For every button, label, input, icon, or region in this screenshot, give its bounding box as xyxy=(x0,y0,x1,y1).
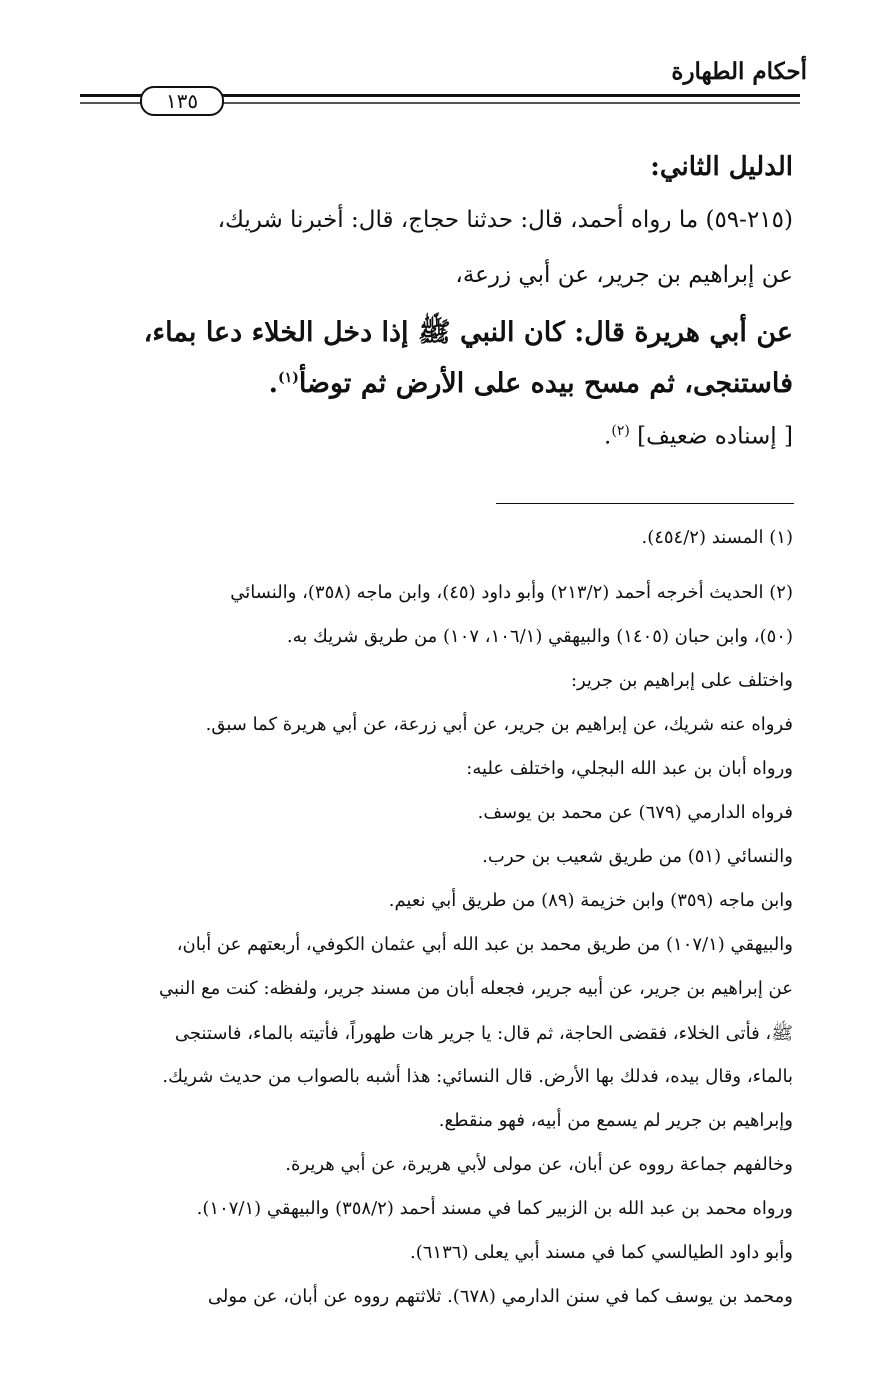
footnote-line: واختلف على إبراهيم بن جرير: xyxy=(570,670,793,691)
grading: [ إسناده ضعيف] xyxy=(637,423,793,450)
footnote-line: ﷺ، فأتى الخلاء، فقضى الحاجة، ثم قال: يا جرير هات طهوراً، فأتيته بالماء، فاستنجى xyxy=(174,1023,793,1044)
footnote-line: والبيهقي (١٠٧/١) من طريق محمد بن عبد الله أبي عثمان الكوفي، أربعتهم عن أبان، xyxy=(176,934,793,955)
footnote-line: ورواه محمد بن عبد الله بن الزبير كما في مسند أحمد (٣٥٨/٢) والبيهقي (١٠٧/١). xyxy=(196,1198,793,1219)
hadith-text-line-2 xyxy=(83,368,793,399)
page-number: ١٣٥ xyxy=(140,86,224,116)
footnote-line: فرواه الدارمي (٦٧٩) عن محمد بن يوسف. xyxy=(477,802,793,823)
isnad-line-2: عن إبراهيم بن جرير، عن أبي زرعة، xyxy=(455,262,793,288)
footnote-line: وخالفهم جماعة رووه عن أبان، عن مولى لأبي هريرة، عن أبي هريرة. xyxy=(285,1154,793,1175)
isnad-line-1: (٢١٥-٥٩) ما رواه أحمد، قال: حدثنا حجاج، قال: أخبرنا شريك، xyxy=(217,207,793,233)
footnote-line: (٢) الحديث أخرجه أحمد (٢١٣/٢) وأبو داود (٤٥)، وابن ماجه (٣٥٨)، والنسائي xyxy=(230,582,793,603)
footnote-line: (١) المسند (٤٥٤/٢). xyxy=(641,527,793,548)
footnote-line: ومحمد بن يوسف كما في سنن الدارمي (٦٧٨). ثلاثتهم رووه عن أبان، عن مولى xyxy=(207,1286,793,1307)
footnote-line: بالماء، وقال بيده، فدلك بها الأرض. قال النسائي: هذا أشبه بالصواب من حديث شريك. xyxy=(162,1066,793,1087)
footnote-ref-1: (١) xyxy=(278,370,299,386)
grading-line xyxy=(83,423,793,450)
footnote-line: وابن ماجه (٣٥٩) وابن خزيمة (٨٩) من طريق أبي نعيم. xyxy=(388,890,793,911)
footnote-line: وإبراهيم بن جرير لم يسمع من أبيه، فهو منقطع. xyxy=(438,1110,793,1131)
footnote-line: (٥٠)، وابن حبان (١٤٠٥) والبيهقي (١٠٦/١، ١٠٧) من طريق شريك به. xyxy=(286,626,793,647)
hadith-text-line-1: عن أبي هريرة قال: كان النبي ﷺ إذا دخل الخلاء دعا بماء، xyxy=(143,317,793,348)
footnote-line: وأبو داود الطيالسي كما في مسند أبي يعلى (٦١٣٦). xyxy=(410,1242,793,1263)
footnote-line: ورواه أبان بن عبد الله البجلي، واختلف عليه: xyxy=(466,758,793,779)
hadith-text: فاستنجى، ثم مسح بيده على الأرض ثم توضأ xyxy=(298,368,793,399)
footnote-ref-2: (٢) xyxy=(611,423,630,439)
hadith-end: . xyxy=(268,368,279,399)
running-title: أحكام الطهارة xyxy=(671,58,807,85)
section-heading: الدليل الثاني: xyxy=(650,152,793,182)
footnote-line: فرواه عنه شريك، عن إبراهيم بن جرير، عن أبي زرعة، عن أبي هريرة كما سبق. xyxy=(205,714,793,735)
grading-end: . xyxy=(604,423,612,450)
footnote-line: عن إبراهيم بن جرير، عن أبيه جرير، فجعله أبان من مسند جرير، ولفظه: كنت مع النبي xyxy=(159,978,793,999)
footnote-line: والنسائي (٥١) من طريق شعيب بن حرب. xyxy=(482,846,793,867)
footnote-separator xyxy=(496,503,794,504)
